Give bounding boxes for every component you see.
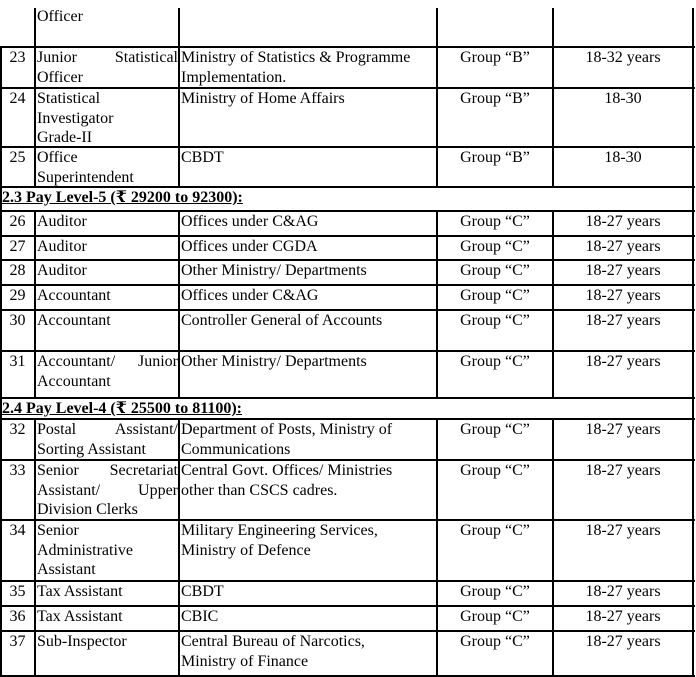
age-limit: 18-30 [604,90,642,107]
post-name [37,68,178,88]
post-word: Secretariat [109,462,178,479]
post-word: Administrative [37,541,133,559]
serial-number: 27 [9,238,26,255]
group-classification: Group “C” [460,608,530,625]
column-divider [178,460,180,520]
ministry-department: Implementation. [181,68,287,86]
post-name [37,352,178,372]
post-word: Investigator [37,109,114,127]
column-divider [178,606,180,631]
post-word: Auditor [37,213,87,230]
ministry-department: Ministry of Finance [181,652,309,670]
age-limit: 18-27 years [585,522,661,539]
ministry-department: CBDT [181,149,224,166]
post-cell: Officer [37,8,83,25]
age-limit: 18-27 years [585,213,661,230]
column-divider [178,260,180,285]
column-divider [692,398,694,419]
group-classification: Group “B” [460,49,530,66]
post-name [37,440,178,460]
serial-number: 25 [9,149,26,166]
serial-number: 35 [9,583,26,600]
column-divider [178,236,180,260]
post-word: Assistant [37,561,96,578]
group-classification: Group “C” [460,312,530,329]
age-limit: 18-27 years [585,421,661,438]
post-name [37,212,178,232]
serial-number: 28 [9,262,26,279]
age-limit: 18-30 [604,149,642,166]
column-divider [178,8,180,47]
serial-number: 30 [9,312,26,329]
column-divider [178,419,180,460]
post-name [37,582,178,602]
post-word: Junior [37,49,77,66]
ministry-department: CBDT [181,583,224,600]
group-classification: Group “C” [460,287,530,304]
post-name [37,607,178,627]
age-limit: 18-27 years [585,262,661,279]
post-word: Statistical [37,90,101,107]
column-divider [178,88,180,147]
group-classification: Group “C” [460,583,530,600]
post-word: Auditor [37,262,87,279]
age-limit: 18-27 years [585,583,661,600]
ministry-department: Offices under C&AG [181,287,319,304]
post-name [37,632,178,652]
post-word: Junior [138,353,178,370]
serial-number: 34 [9,522,26,539]
post-word: Grade-II [37,129,93,146]
post-word: Assistant/ [37,481,101,499]
post-name [37,500,178,520]
section-heading: 2.4 Pay Level-4 (₹ 25500 to 81100): [2,400,242,417]
section-heading: 2.3 Pay Level-5 (₹ 29200 to 92300): [2,189,243,206]
post-name [37,420,178,440]
age-limit: 18-27 years [585,312,661,329]
ministry-department: Ministry of Home Affairs [181,90,345,107]
ministry-department: Other Ministry/ Departments [181,353,367,370]
group-classification: Group “B” [460,149,530,166]
ministry-department: Offices under CGDA [181,238,318,255]
post-name [37,261,178,281]
column-divider [34,8,36,47]
post-word: Accountant/ [37,353,116,370]
serial-number: 24 [9,90,26,107]
post-word: Accountant [37,372,111,390]
ministry-department: Offices under C&AG [181,213,319,230]
post-name [37,461,178,481]
post-word: Senior [37,462,79,479]
group-classification: Group “C” [460,213,530,230]
post-word: Senior [37,522,79,539]
ministry-department: Communications [181,440,291,458]
post-name [37,168,178,188]
age-limit: 18-27 years [585,353,661,370]
post-word: Division Clerks [37,501,138,518]
group-classification: Group “C” [460,238,530,255]
ministry-department: other than CSCS cadres. [181,481,338,499]
post-name [37,89,178,109]
age-limit: 18-27 years [585,462,661,479]
serial-number: 31 [9,353,26,370]
ministry-department: Ministry of Defence [181,541,311,559]
post-name [37,481,178,501]
post-name [37,148,178,168]
post-name [37,541,178,561]
column-divider [692,187,694,211]
ministry-department: Department of Posts, Ministry of [181,421,393,438]
post-word: Statistical [114,49,178,66]
post-word: Officer [37,68,83,86]
post-name [37,109,178,129]
ministry-department: Other Ministry/ Departments [181,262,367,279]
serial-number: 36 [9,608,26,625]
post-name [37,48,178,68]
column-divider [178,47,180,88]
ministry-department: Central Bureau of Narcotics, [181,633,365,650]
post-name [37,521,178,541]
ministry-department: Controller General of Accounts [181,312,383,329]
column-divider [178,581,180,606]
post-word: Accountant [37,312,111,329]
post-word: Accountant [37,287,111,304]
group-classification: Group “C” [460,462,530,479]
post-word: Tax Assistant [37,608,123,625]
group-classification: Group “B” [460,90,530,107]
age-limit: 18-27 years [585,287,661,304]
column-divider [178,211,180,236]
ministry-department: CBIC [181,608,219,625]
column-divider [178,285,180,310]
column-divider [552,8,554,47]
post-word: Auditor [37,238,87,255]
ministry-department: Central Govt. Offices/ Ministries [181,462,393,479]
column-divider [178,310,180,351]
age-limit: 18-27 years [585,633,661,650]
serial-number: 26 [9,213,26,230]
column-divider [178,520,180,581]
serial-number: 37 [9,633,26,650]
post-word: Tax Assistant [37,583,123,600]
post-word: Postal [37,421,77,438]
post-word: Sub-Inspector [37,633,127,650]
column-divider [692,8,694,47]
age-limit: 18-27 years [585,238,661,255]
serial-number: 23 [9,49,26,66]
serial-number: 32 [9,421,26,438]
post-word: Assistant/ [114,421,178,438]
post-name [37,128,178,148]
age-limit: 18-27 years [585,608,661,625]
post-word: Office [37,149,78,166]
post-name [37,372,178,392]
ministry-department: Military Engineering Services, [181,522,378,539]
column-divider [178,351,180,398]
group-classification: Group “C” [460,262,530,279]
serial-number: 33 [9,462,26,479]
post-name [37,311,178,331]
group-classification: Group “C” [460,421,530,438]
column-divider [178,147,180,187]
post-name [37,560,178,580]
group-classification: Group “C” [460,633,530,650]
post-word: Sorting Assistant [37,440,146,458]
post-name [37,286,178,306]
column-divider [178,631,180,676]
age-limit: 18-32 years [585,49,661,66]
ministry-department: Ministry of Statistics & Programme [181,49,411,66]
column-divider [436,8,438,47]
group-classification: Group “C” [460,353,530,370]
post-word: Superintendent [37,168,134,186]
group-classification: Group “C” [460,522,530,539]
serial-number: 29 [9,287,26,304]
post-word: Upper [138,481,178,499]
post-name [37,237,178,257]
